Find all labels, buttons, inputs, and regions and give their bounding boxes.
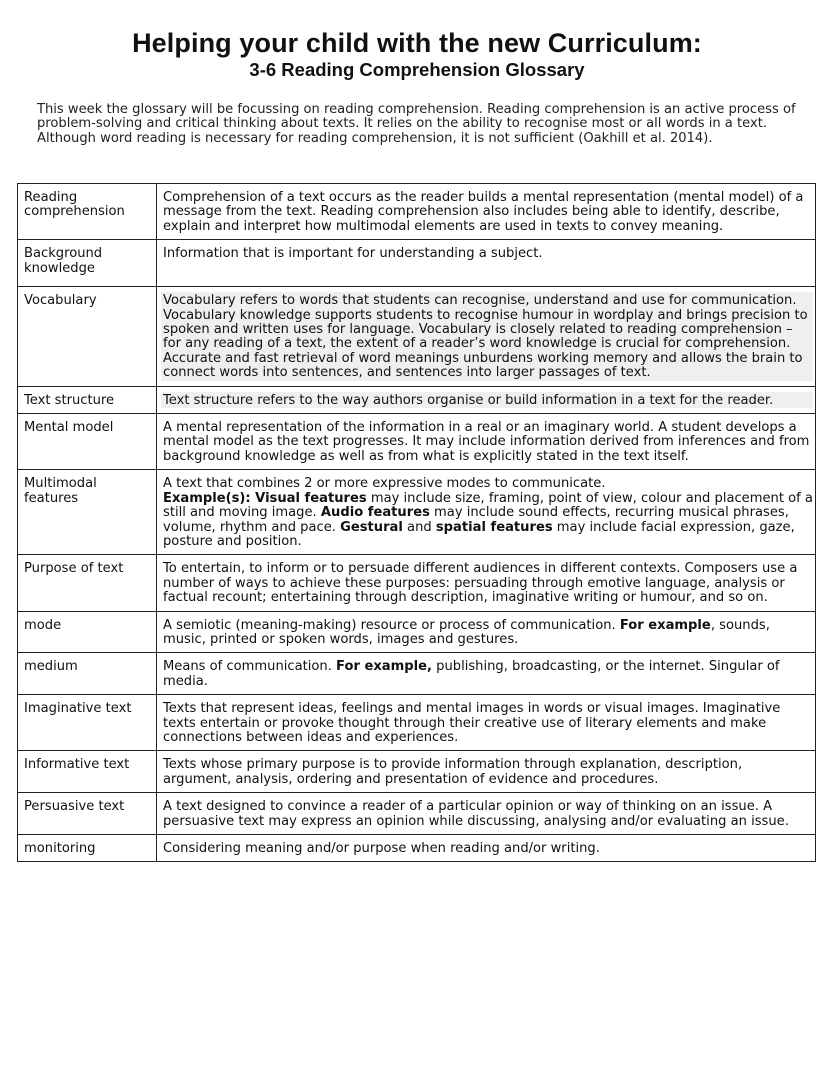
- glossary-term: mode: [18, 611, 157, 653]
- definition-text: , sounds, music, printed or spoken words, images and gestures.: [163, 617, 770, 647]
- glossary-definition: [157, 287, 816, 386]
- table-row: [18, 287, 816, 386]
- definition-bold: Example(s): Visual features: [163, 490, 367, 506]
- intro-paragraph: This week the glossary will be focussing on reading comprehension. Reading comprehension is an active process of problem-solving and critical thinking about texts. It relies on the ability to recognise most or all words in a text. Although word reading is necessary for reading comprehension, it is not sufficient (Oakhill et al. 2014).: [37, 102, 796, 146]
- glossary-definition: Texts whose primary purpose is to provide information through explanation, description, argument, analysis, ordering and presentation of evidence and procedures.: [157, 751, 816, 793]
- glossary-term: Reading comprehension: [18, 184, 157, 240]
- definition-text: A semiotic (meaning-making) resource or process of communication.: [163, 617, 620, 633]
- glossary-definition: To entertain, to inform or to persuade different audiences in different contexts. Composers use a number of ways to achieve these purposes: persuading through emotive language, analysis or factual recount; entertaining through description, imaginative writing or humour, and so on.: [157, 555, 816, 611]
- definition-bold: For example,: [336, 659, 432, 675]
- table-row: [18, 470, 816, 555]
- glossary-term: monitoring: [18, 835, 157, 862]
- table-row: [18, 386, 816, 413]
- glossary-term: Mental model: [18, 414, 157, 470]
- glossary-term: Vocabulary: [18, 287, 157, 386]
- table-row: [18, 695, 816, 751]
- table-row: [18, 240, 816, 287]
- glossary-term: Multimodal features: [18, 470, 157, 555]
- definition-bold: spatial features: [435, 519, 553, 535]
- glossary-definition: A mental representation of the information in a real or an imaginary world. A student develops a mental model as the text progresses. It may include information derived from inferences and from background knowledge as well as from what is explicitly stated in the text itself.: [157, 414, 816, 470]
- glossary-definition: Considering meaning and/or purpose when reading and/or writing.: [157, 835, 816, 862]
- glossary-term: Persuasive text: [18, 793, 157, 835]
- glossary-definition: Comprehension of a text occurs as the reader builds a mental representation (mental model) of a message from the text. Reading comprehension also includes being able to identify, describe, explain and interpret how multimodal elements are used in texts to convey meaning.: [157, 184, 816, 240]
- glossary-term: Text structure: [18, 386, 157, 413]
- definition-text: publishing, broadcasting, or the internet. Singular of media.: [163, 659, 780, 689]
- table-row: [18, 184, 816, 240]
- table-row: [18, 611, 816, 653]
- table-row: [18, 835, 816, 862]
- page-title: Helping your child with the new Curriculum:: [132, 28, 702, 58]
- glossary-term: medium: [18, 653, 157, 695]
- definition-text: may include facial expression, gaze, posture and position.: [163, 519, 795, 549]
- definition-bold: Gestural: [340, 519, 403, 535]
- definition-bold: Audio features: [320, 505, 430, 521]
- glossary-definition: [157, 611, 816, 653]
- glossary-definition-text: Text structure refers to the way authors organise or build information in a text for the reader.: [161, 392, 813, 408]
- table-row: [18, 414, 816, 470]
- glossary-definition: [157, 470, 816, 555]
- definition-text: Means of communication.: [163, 659, 337, 675]
- definition-text: may include size, framing, point of view, colour and placement of a still and moving image.: [163, 490, 813, 521]
- glossary-definition: A text designed to convince a reader of a particular opinion or way of thinking on an issue. A persuasive text may express an opinion while discussing, analysing and/or evaluating an issue.: [157, 793, 816, 835]
- table-row: [18, 793, 816, 835]
- glossary-term: Background knowledge: [18, 240, 157, 287]
- definition-text: A text that combines 2 or more expressive modes to communicate.: [163, 476, 606, 492]
- table-row: [18, 653, 816, 695]
- glossary-term: Informative text: [18, 751, 157, 793]
- table-row: [18, 555, 816, 611]
- definition-text: and: [402, 519, 436, 535]
- glossary-definition: [157, 653, 816, 695]
- glossary-term: Imaginative text: [18, 695, 157, 751]
- table-row: [18, 751, 816, 793]
- glossary-definition: [157, 386, 816, 413]
- glossary-definition: Texts that represent ideas, feelings and mental images in words or visual images. Imaginative texts entertain or provoke thought through their creative use of literary elements and make connections between ideas and experiences.: [157, 695, 816, 751]
- glossary-definition: Information that is important for understanding a subject.: [157, 240, 816, 287]
- page-subtitle: 3-6 Reading Comprehension Glossary: [249, 59, 585, 80]
- definition-text: may include sound effects, recurring musical phrases, volume, rhythm and pace.: [163, 505, 789, 535]
- glossary-term: Purpose of text: [18, 555, 157, 611]
- glossary-definition-text: Vocabulary refers to words that students can recognise, understand and use for communication. Vocabulary knowledge supports students to recognise humour in wordplay and brings precision to spoken and written uses for language. Vocabulary is closely related to reading comprehension – for any reading of a text, the extent of a reader’s word knowledge is crucial for comprehension. Accurate and fast retrieval of word meanings unburdens working memory and allows the brain to connect words into sentences, and sentences into larger passages of text.: [161, 292, 813, 380]
- glossary-table: [17, 183, 816, 862]
- definition-bold: For example: [619, 617, 711, 633]
